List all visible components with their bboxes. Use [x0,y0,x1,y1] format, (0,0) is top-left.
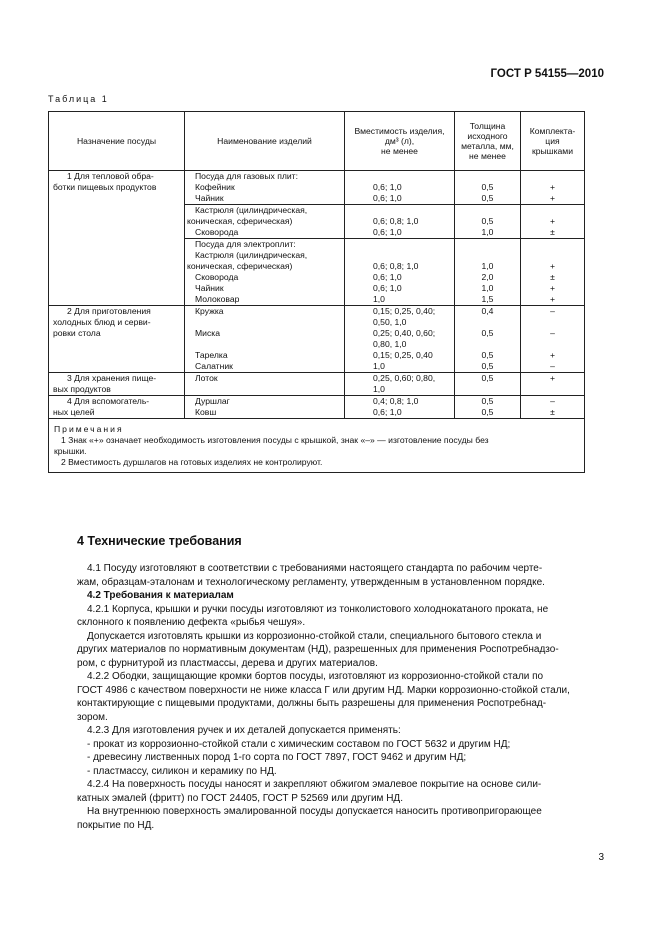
paragraph-line: 4.2.3 Для изготовления ручек и их деталей допускается применять: [87,725,401,736]
lids-line: + [549,283,556,293]
thickness-line: 0,5 [481,396,494,406]
thickness-line [455,250,520,261]
item-line: Посуда для газовых плит: [195,171,298,181]
table-header-row [49,112,585,171]
purpose-cell [49,373,185,396]
paragraph-line: 4.2.2 Ободки, защищающие кромки бортов посуды, изготовляют из коррозионно-стойкой стали по [87,671,544,682]
lids-line: ± [550,407,555,417]
thickness-line [455,205,520,216]
document-code: ГОСТ Р 54155—2010 [490,68,604,80]
lids-line [521,171,584,182]
capacity-line: 0,25; 0,40, 0,60; [373,328,436,338]
thickness-line: 2,0 [481,272,494,282]
column-header-line: Назначение посуды [76,136,157,146]
item-line: Тарелка [195,350,228,360]
paragraph-line: склонного к появлению дефекта «рыбья чешуя». [77,617,306,628]
thickness-line: 0,5 [481,193,494,203]
thickness-cell [455,396,521,419]
lids-line [521,250,584,261]
column-header [455,112,521,171]
column-header-line: металла, мм, [461,141,514,151]
capacity-line: 0,6; 1,0 [373,193,402,203]
lids-line: – [550,328,555,338]
purpose-line: 2 Для приготовления [67,306,151,316]
thickness-line [455,317,520,328]
lids-line: + [549,261,556,271]
thickness-line [455,171,520,182]
thickness-line: 0,5 [481,182,494,192]
capacity-cell [345,239,455,306]
paragraph-line: - пластмассу, силикон и керамику по НД. [87,765,277,777]
thickness-line: 0,5 [481,216,494,226]
column-header-line: Наименование изделий [217,136,312,146]
column-header-line: ция [545,136,560,146]
item-cell [185,373,345,396]
lids-cell [521,373,585,396]
paragraph-line: - древесину лиственных пород 1-го сорта по ГОСТ 7897, ГОСТ 9462 и другим НД; [87,752,467,763]
purpose-line: ровки стола [53,328,101,338]
paragraph-line: других материалов по нормативным документам (НД), разрешенных для применения Роспотребнадзо- [77,644,559,655]
item-line: коническая, сферическая) [187,261,293,271]
lids-line: – [550,396,555,406]
item-line [185,384,344,395]
paragraph-line: На внутреннюю поверхность эмалированной посуды допускается наносить противопригорающее [87,806,542,817]
column-header [49,112,185,171]
thickness-line: 1,5 [481,294,494,304]
table-row [49,306,585,373]
lids-line: + [549,216,556,226]
column-header-line: не менее [381,146,418,156]
item-cell [185,396,345,419]
column-header-line: крышками [531,146,574,156]
thickness-line: 0,5 [481,350,494,360]
item-line: Чайник [195,283,224,293]
column-header-line: Комплекта- [529,126,576,136]
capacity-line: 0,50, 1,0 [373,317,407,327]
lids-cell [521,306,585,373]
purpose-line: ботки пищевых продуктов [53,182,157,192]
purpose-cell [49,396,185,419]
item-line: Кастрюля (цилиндрическая, [195,205,308,215]
capacity-line: 1,0 [373,384,385,394]
paragraph-line: контактирующие с пищевыми продуктами, должны быть разрешены для применения Роспотребнад- [77,698,547,709]
purpose-cell [49,171,185,306]
item-line: Ковш [195,407,217,417]
item-line: Кастрюля (цилиндрическая, [195,250,308,260]
lids-line [521,384,584,395]
table-caption: Таблица 1 [48,94,109,104]
thickness-cell [455,239,521,306]
paragraph-line: 4.1 Посуду изготовляют в соответствии с требованиями настоящего стандарта по рабочим черте- [87,563,543,574]
column-header-line: исходного [467,131,508,141]
capacity-line: 0,6; 1,0 [373,182,402,192]
paragraph-line: катных эмалей (фритт) по ГОСТ 24405, ГОСТ Р 52569 или другим НД. [77,792,403,804]
paragraph-line: 4.2.1 Корпуса, крышки и ручки посуды изготовляют из тонколистового холоднокатаного проката, не [87,603,549,615]
item-cell [185,171,345,205]
paragraph-line: ГОСТ 4986 с качеством поверхности не ниже класса Г или другим НД. Марки коррозионно-стойкой стали, [77,684,570,696]
capacity-line [345,205,454,216]
lids-line: + [549,373,556,383]
lids-line: ± [550,272,555,282]
lids-line: + [549,294,556,304]
capacity-line [345,239,454,250]
column-header-line: Вместимость изделия, [354,126,445,136]
lids-line: + [549,350,556,360]
column-header [185,112,345,171]
purpose-line: холодных блюд и серви- [53,317,151,327]
capacity-line [345,250,454,261]
thickness-line: 0,5 [481,407,494,417]
lids-line: + [549,193,556,203]
thickness-cell [455,171,521,205]
item-cell [185,239,345,306]
purpose-cell [49,306,185,373]
capacity-line: 0,15; 0,25, 0,40; [373,306,436,316]
capacity-line: 0,80, 1,0 [373,339,407,349]
lids-line [521,239,584,250]
capacity-line: 0,4; 0,8; 1,0 [373,396,419,406]
section-title: 4 Технические требования [77,534,242,548]
capacity-line: 0,6; 1,0 [373,227,402,237]
thickness-line: 1,0 [481,261,494,271]
paragraph-line: Допускается изготовлять крышки из коррозионно-стойкой стали, специального бытового стекла и [87,630,542,642]
capacity-cell [345,205,455,239]
thickness-line: 0,5 [481,328,494,338]
lids-cell [521,205,585,239]
lids-cell [521,171,585,205]
note-line: 1 Знак «+» означает необходимость изготовления посуды с крышкой, знак «–» — изготовление посуды без [61,435,489,445]
item-line: коническая, сферическая) [187,216,293,226]
lids-line [521,317,584,328]
paragraph-line: зором. [77,711,108,723]
thickness-cell [455,373,521,396]
thickness-line [455,384,520,395]
lids-line: ± [550,227,555,237]
item-line: Сковорода [195,227,239,237]
capacity-line: 1,0 [373,361,385,371]
column-header [521,112,585,171]
lids-cell [521,396,585,419]
thickness-line [455,239,520,250]
table-notes [49,419,585,473]
lids-line [521,339,584,350]
column-header-line: не менее [469,151,506,161]
paragraph-line: покрытие по НД. [77,819,155,831]
item-cell [185,205,345,239]
capacity-line: 0,6; 0,8; 1,0 [373,216,419,226]
table-body [49,171,585,473]
item-line: Молоковар [195,294,240,304]
capacity-line: 1,0 [373,294,385,304]
thickness-line: 1,0 [481,283,494,293]
item-line: Дуршлаг [195,396,230,406]
paragraph-line: 4.2 Требования к материалам [87,590,234,601]
item-line: Миска [195,328,220,338]
purpose-line: ных целей [53,407,95,417]
purpose-line: 1 Для тепловой обра- [67,171,154,181]
capacity-line: 0,6; 1,0 [373,283,402,293]
column-header [345,112,455,171]
paragraph-line: ром, с фурнитурой из пластмассы, дерева и других материалов. [77,657,378,669]
item-line: Салатник [195,361,233,371]
item-line: Чайник [195,193,224,203]
column-header-line: Толщина [469,121,506,131]
capacity-cell [345,171,455,205]
lids-cell [521,239,585,306]
thickness-line: 1,0 [481,227,494,237]
lids-line: – [550,361,555,371]
capacity-line: 0,6; 0,8; 1,0 [373,261,419,271]
notes-title: Примечания [54,424,124,434]
purpose-line: 4 Для вспомогатель- [67,396,150,406]
thickness-line: 0,5 [481,361,494,371]
capacity-line: 0,15; 0,25, 0,40 [373,350,433,360]
thickness-cell [455,306,521,373]
capacity-cell [345,306,455,373]
item-line [185,339,344,350]
products-table [48,111,585,473]
note-line: крышки. [54,446,87,456]
thickness-line [455,339,520,350]
item-line: Кофейник [195,182,235,192]
lids-line: + [549,182,556,192]
capacity-cell [345,396,455,419]
note-line: 2 Вместимость дуршлагов на готовых изделиях не контролируют. [61,457,323,467]
paragraph-line: 4.2.4 На поверхность посуды наносят и закрепляют обжигом эмалевое покрытие на основе сили- [87,779,542,790]
item-line: Лоток [195,373,218,383]
paragraph-line: - прокат из коррозионно-стойкой стали с химическим составом по ГОСТ 5632 и другим НД; [87,738,511,750]
lids-line: – [550,306,555,316]
capacity-line: 0,6; 1,0 [373,272,402,282]
purpose-line: вых продуктов [53,384,111,394]
notes-row [49,419,585,473]
capacity-line: 0,25, 0,60; 0,80, [373,373,436,383]
item-line [185,317,344,328]
capacity-line: 0,6; 1,0 [373,407,402,417]
capacity-cell [345,373,455,396]
thickness-line: 0,5 [481,373,494,383]
table-row [49,171,585,205]
item-line: Сковорода [195,272,239,282]
column-header-line: дм³ (л), [384,136,415,146]
purpose-line: 3 Для хранения пище- [67,373,157,383]
capacity-line [345,171,454,182]
page-number: 3 [598,852,604,863]
table-row [49,396,585,419]
paragraph-line: жам, образцам-эталонам и технологическому регламенту, утвержденным в установленном порядке. [77,576,545,588]
table-row [49,373,585,396]
section-body [77,562,583,832]
thickness-cell [455,205,521,239]
thickness-line: 0,4 [481,306,494,316]
item-cell [185,306,345,373]
item-line: Посуда для электроплит: [195,239,296,249]
lids-line [521,205,584,216]
item-line: Кружка [195,306,224,316]
